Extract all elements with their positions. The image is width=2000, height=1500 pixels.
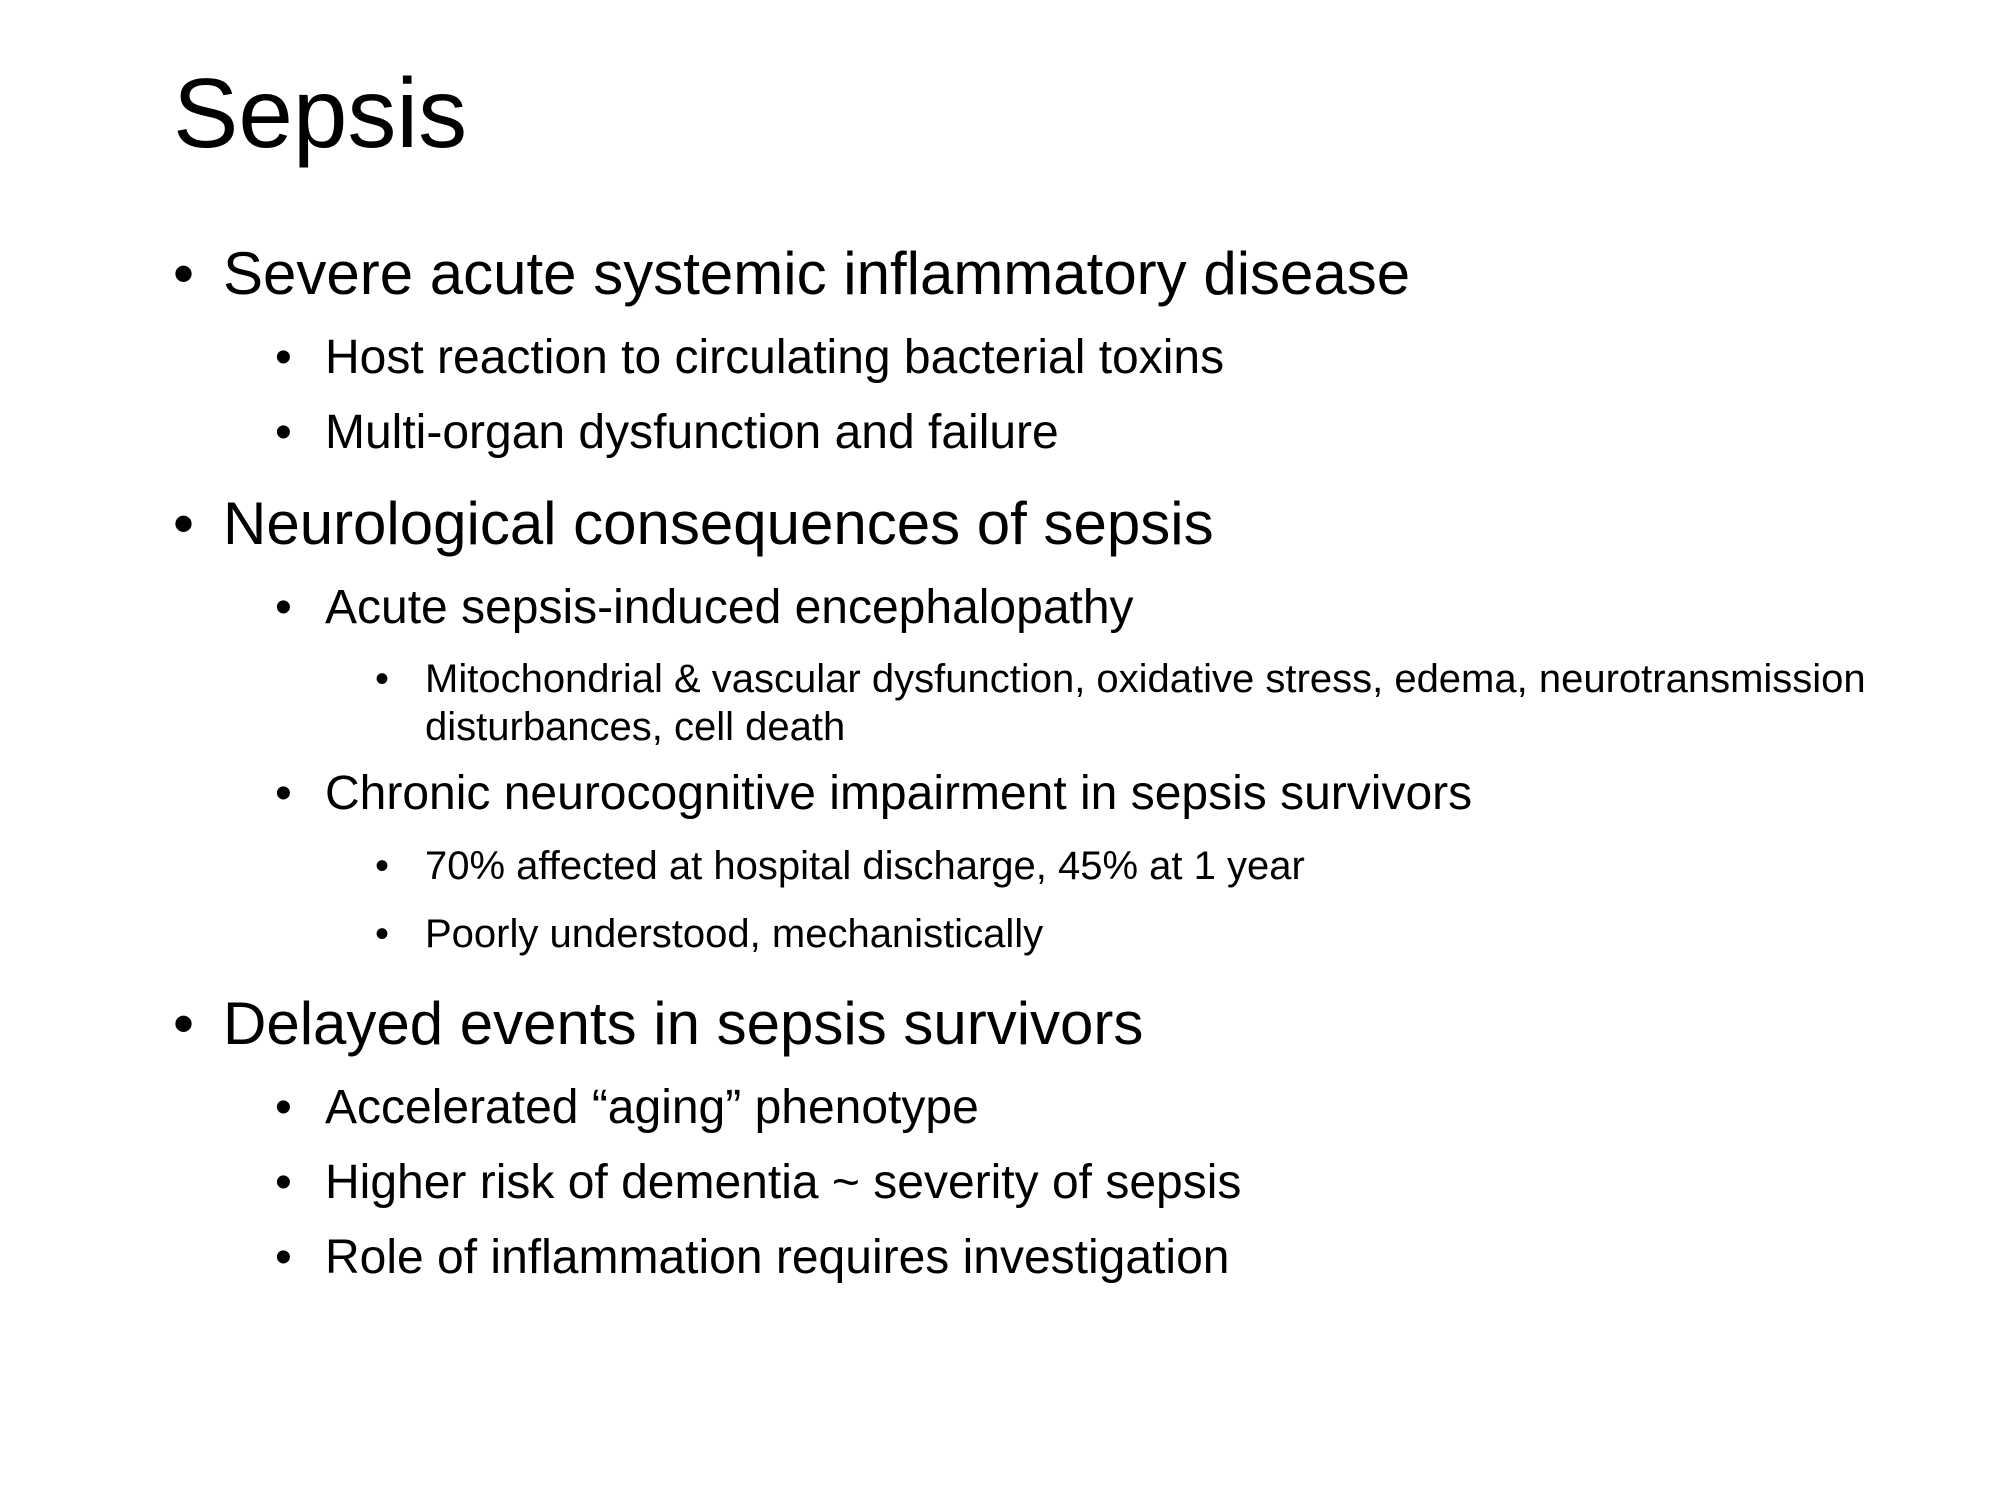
bullet-marker: • [173, 490, 195, 557]
bullet-marker: • [173, 240, 195, 307]
bullet-text: Higher risk of dementia ~ severity of sepsis [325, 1156, 1242, 1209]
bullet-text: Accelerated “aging” phenotype [325, 1081, 979, 1134]
bullet-text: Poorly understood, mechanistically [425, 912, 1044, 956]
bullet-text: Host reaction to circulating bacterial toxins [325, 331, 1225, 384]
bullet-text: Severe acute systemic inflammatory disease [223, 240, 1411, 307]
slide-title: Sepsis [173, 58, 468, 168]
bullet-marker: • [275, 331, 292, 384]
bullet-marker: • [275, 581, 292, 634]
bullet-text: Acute sepsis-induced encephalopathy [325, 581, 1134, 634]
bullet-marker: • [375, 912, 390, 956]
bullet-marker: • [375, 657, 390, 701]
bullet-marker: • [275, 1231, 292, 1284]
bullet-text: Delayed events in sepsis survivors [223, 990, 1144, 1057]
bullet-text: 70% affected at hospital discharge, 45% at 1 year [425, 844, 1305, 888]
bullet-text: Neurological consequences of sepsis [223, 490, 1214, 557]
bullet-marker: • [275, 406, 292, 459]
bullet-marker: • [275, 767, 292, 820]
bullet-text: Mitochondrial & vascular dysfunction, oxidative stress, edema, neurotransmission disturbances, cell death [425, 657, 1866, 749]
bullet-marker: • [275, 1156, 292, 1209]
bullet-text: Multi-organ dysfunction and failure [325, 406, 1059, 459]
bullet-text: Role of inflammation requires investigation [325, 1231, 1230, 1284]
bullet-marker: • [173, 990, 195, 1057]
bullet-text: Chronic neurocognitive impairment in sepsis survivors [325, 767, 1473, 820]
bullet-marker: • [375, 844, 390, 888]
bullet-marker: • [275, 1081, 292, 1134]
